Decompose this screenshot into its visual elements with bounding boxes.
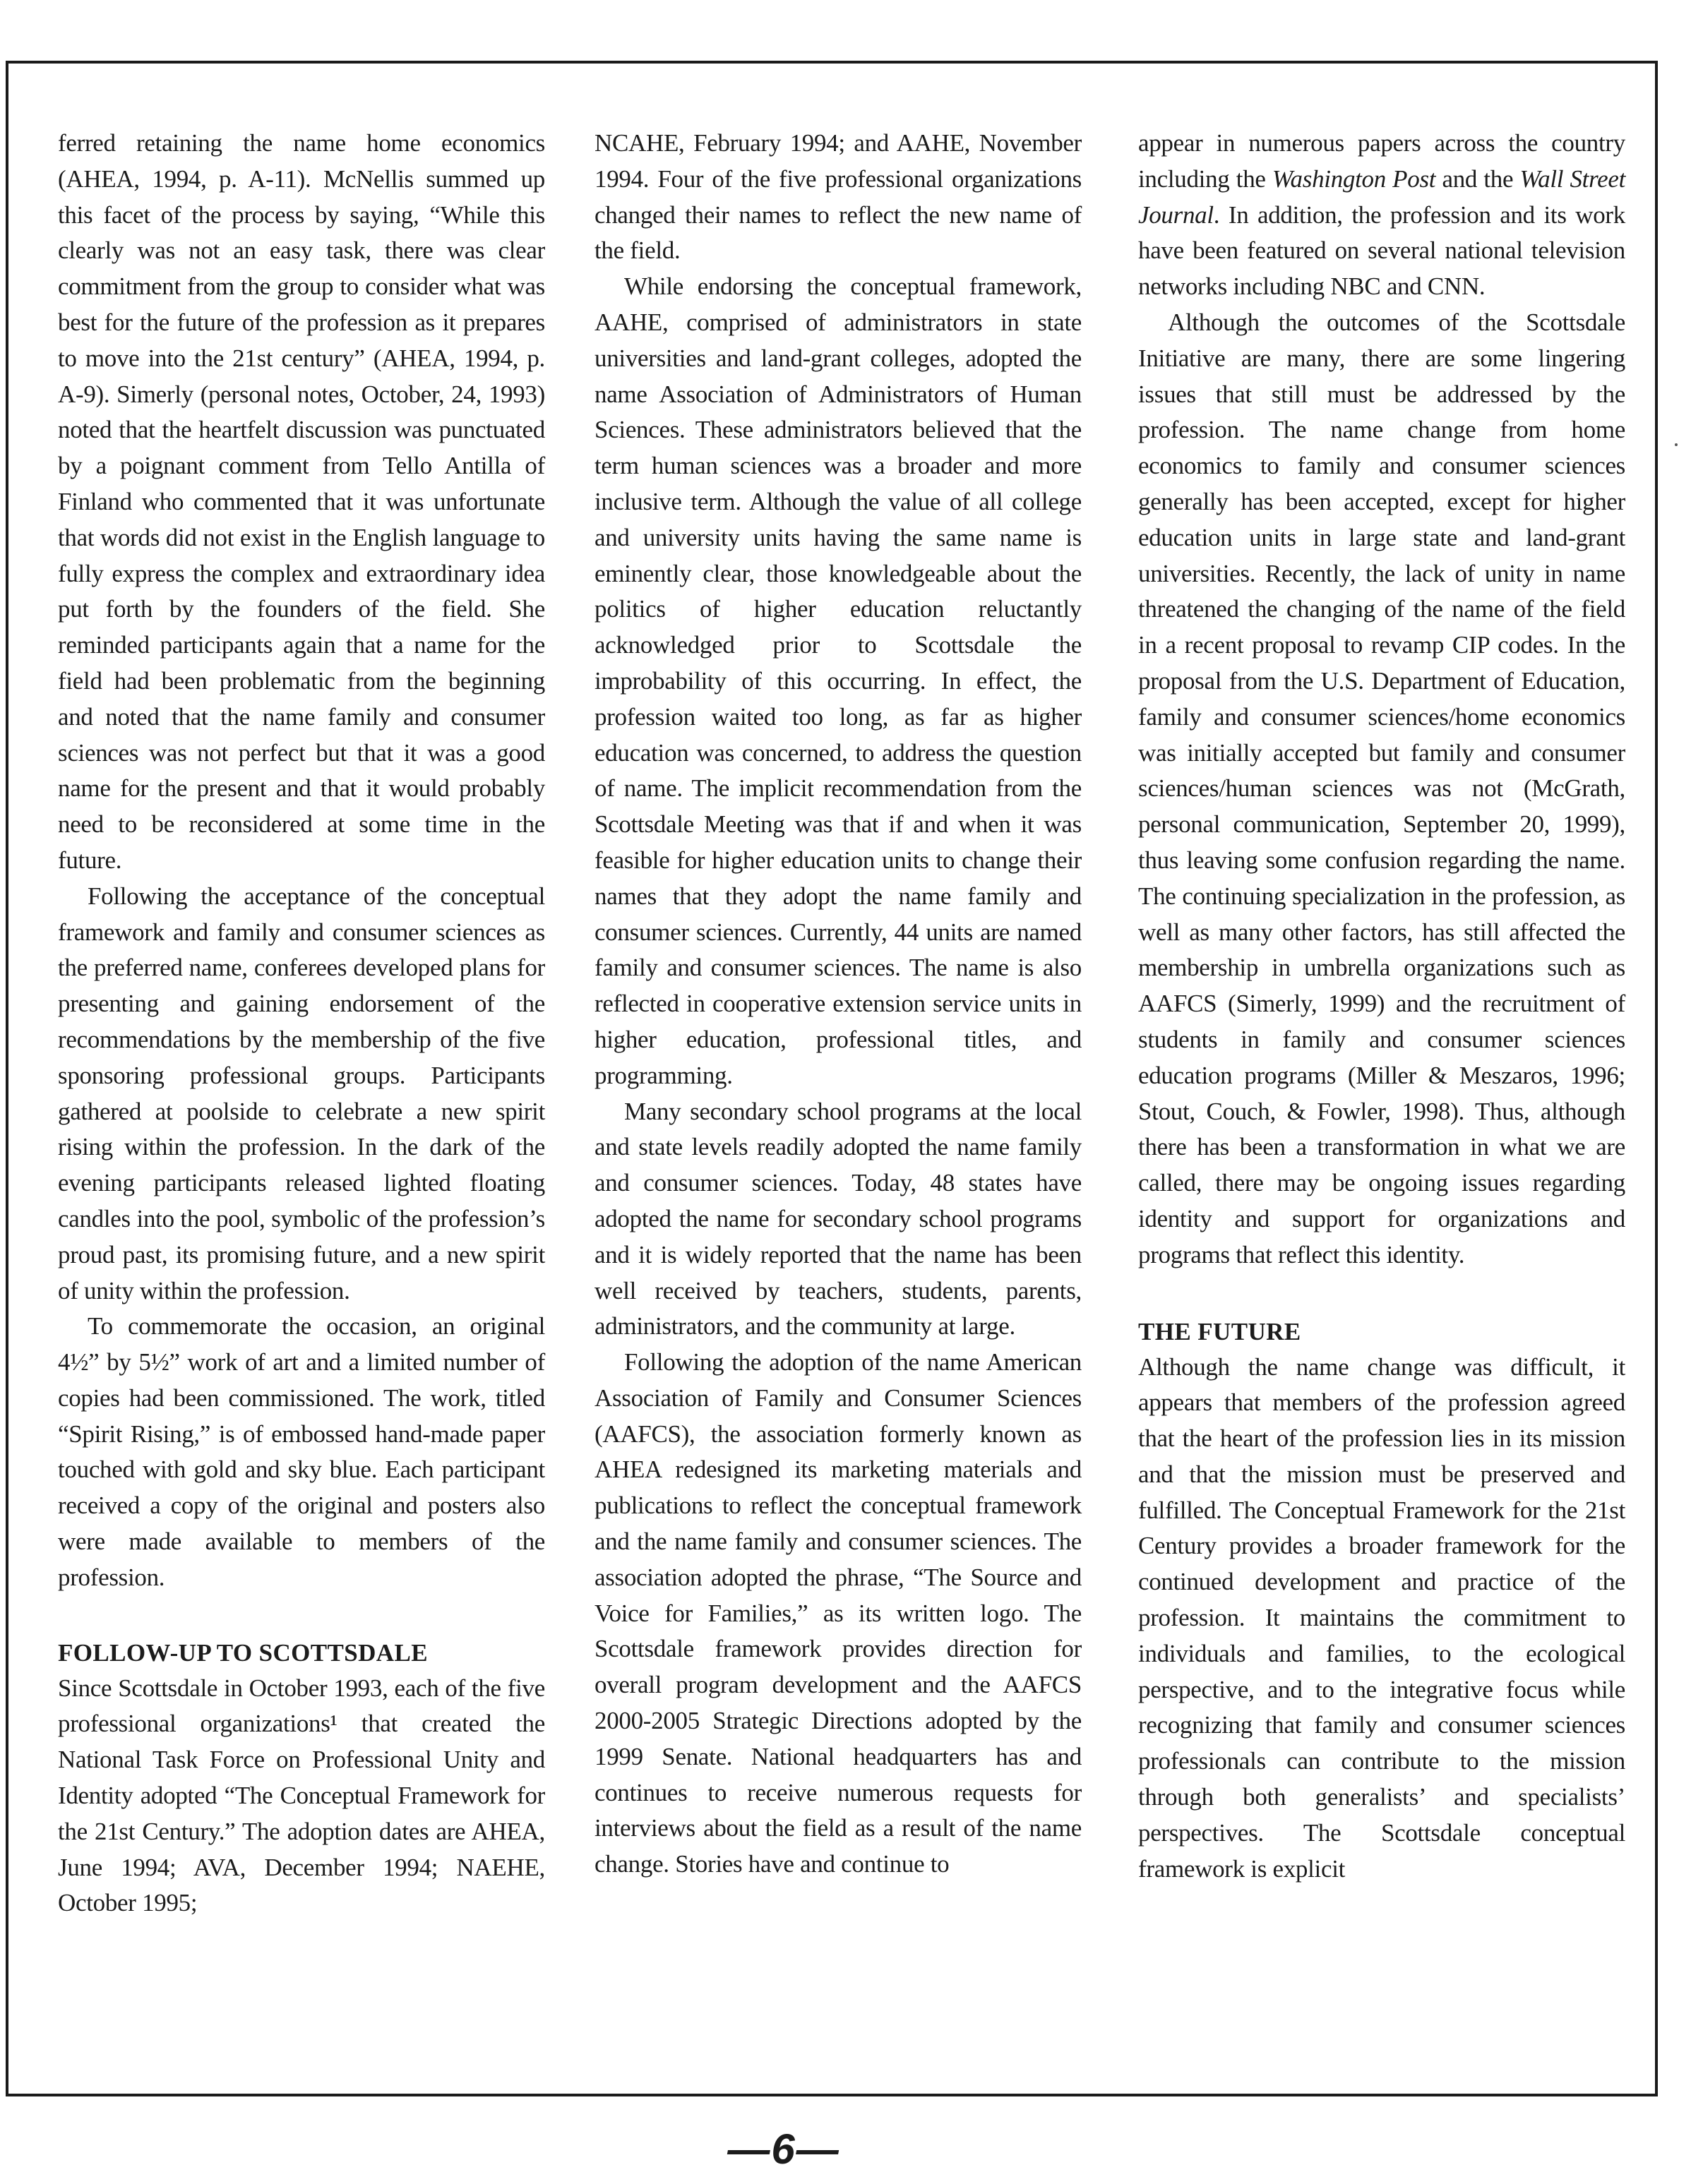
text-run: and the [1435, 164, 1520, 193]
paragraph: NCAHE, February 1994; and AAHE, November 1994. Four of the five professional organizations changed their names to reflect the new name of the field. [594, 129, 1082, 265]
text-column-middle [594, 126, 1082, 1883]
paragraph: ferred retaining the name home economics (AHEA, 1994, p. A-11). McNellis summed up this facet of the process by saying, “While this clearly was not an easy task, there was clear commitment from the group to consider what was best for the future of the profession as it prepares to move into the 21st century” (AHEA, 1994, p. A-9). Simerly (personal notes, October, 24, 1993) noted that the heartfelt discussion was punctuated by a poignant comment from Tello Antilla of Finland who commented that it was unfortunate that words did not exist in the English language to fully express the complex and extraordinary idea put forth by the founders of the field. She reminded participants again that a name for the field had been problematic from the beginning and noted that the name family and consumer sciences was not perfect but that it was a good name for the present and that it would probably need to be reconsidered at some time in the future. [58, 129, 545, 874]
paragraph: To commemorate the occasion, an original 4½” by 5½” work of art and a limited number of copies had been commissioned. The work, titled “Spirit Rising,” is of embossed hand-made paper touched with gold and sky blue. Each participant received a copy of the original and posters also were made available to members of the profession. [58, 1312, 545, 1591]
paragraph: Although the name change was difficult, it appears that members of the profession agreed that the heart of the profession lies in its mission and that the mission must be preserved and fulfilled. The Conceptual Framework for the 21st Century provides a broader framework for the continued development and practice of the profession. It maintains the commitment to individuals and families, to the ecological perspective, and to the integrative focus while recognizing that family and consumer sciences professionals can contribute to the mission through both generalists’ and specialists’ perspectives. The Scottsdale conceptual framework is explicit [1138, 1352, 1625, 1883]
paragraph: Many secondary school programs at the local and state levels readily adopted the name family and consumer sciences. Today, 48 states have adopted the name for secondary school programs and it is widely reported that the name has been well received by teachers, students, parents, administrators, and the community at large. [594, 1097, 1082, 1340]
paragraph: While endorsing the conceptual framework, AAHE, comprised of administrators in state universities and land-grant colleges, adopted the name Association of Administrators of Human Sciences. These administrators believed that the term human sciences was a broader and more inclusive term. Although the value of all college and university units having the same name is eminently clear, those knowledgeable about the politics of higher education reluctantly acknowledged prior to Scottsdale the improbability of this occurring. In effect, the profession waited too long, as far as higher education was concerned, to address the question of name. The implicit recommendation from the Scottsdale Meeting was that if and when it was feasible for higher education units to change their names that they adopt the name family and consumer sciences. Currently, 44 units are named family and consumer sciences. The name is also reflected in cooperative extension service units in higher education, professional titles, and programming. [594, 272, 1082, 1089]
scan-mark [1675, 443, 1678, 446]
paragraph [1138, 126, 1625, 305]
section-heading-the-future: THE FUTURE [1138, 1317, 1301, 1345]
publication-title: Wall Street Journal [1138, 164, 1625, 229]
paragraph: Although the outcomes of the Scottsdale Initiative are many, there are some lingering issues that still must be addressed by the profession. The name change from home economics to family and consumer sciences generally has been accepted, except for higher education units in large state and land-grant universities. Recently, the lack of unity in name threatened the changing of the name of the field in a recent proposal to revamp CIP codes. In the proposal from the U.S. Department of Education, family and consumer sciences/home economics was initially accepted but family and consumer sciences/human sciences was not (McGrath, personal communication, September 20, 1999), thus leaving some confusion regarding the name. The continuing specialization in the profession, as well as many other factors, has still affected the membership in umbrella organizations such as AAFCS (Simerly, 1999) and the recruitment of students in family and consumer sciences education programs (Miller & Meszaros, 1996; Stout, Couch, & Fowler, 1998). Thus, although there has been a transformation in what we are called, there may be ongoing issues regarding identity and support for organizations and programs that reflect this identity. [1138, 308, 1625, 1268]
page-number: —6— [727, 2125, 840, 2173]
publication-title: Washington Post [1272, 164, 1436, 193]
text-column-right [1138, 126, 1625, 1887]
text-run: appear in numerous papers across the country including the [1138, 129, 1625, 193]
text-column-left [58, 126, 545, 1921]
paragraph: Since Scottsdale in October 1993, each of the five professional organizations¹ that created the National Task Force on Professional Unity and Identity adopted “The Conceptual Framework for the 21st Century.” The adoption dates are AHEA, June 1994; AVA, December 1994; NAEHE, October 1995; [58, 1674, 545, 1917]
paragraph: Following the adoption of the name American Association of Family and Consumer Sciences (AAFCS), the association formerly known as AHEA redesigned its marketing materials and publications to reflect the conceptual framework and the name family and consumer sciences. The association adopted the phrase, “The Source and Voice for Families,” as its written logo. The Scottsdale framework provides direction for overall program development and the AAFCS 2000-2005 Strategic Directions adopted by the 1999 Senate. National headquarters has and continues to receive numerous requests for interviews about the field as a result of the name change. Stories have and continue to [594, 1348, 1082, 1878]
section-heading-follow-up: FOLLOW-UP TO SCOTTSDALE [58, 1638, 428, 1667]
page-frame [6, 61, 1658, 2096]
paragraph: Following the acceptance of the conceptual framework and family and consumer sciences as the preferred name, conferees developed plans for presenting and gaining endorsement of the recommendations by the membership of the five sponsoring professional groups. Participants gathered at poolside to celebrate a new spirit rising within the profession. In the dark of the evening participants released lighted floating candles into the pool, symbolic of the profession’s proud past, its promising future, and a new spirit of unity within the profession. [58, 882, 545, 1304]
text-run: . In addition, the profession and its work have been featured on several national television networks including NBC and CNN. [1138, 200, 1625, 301]
